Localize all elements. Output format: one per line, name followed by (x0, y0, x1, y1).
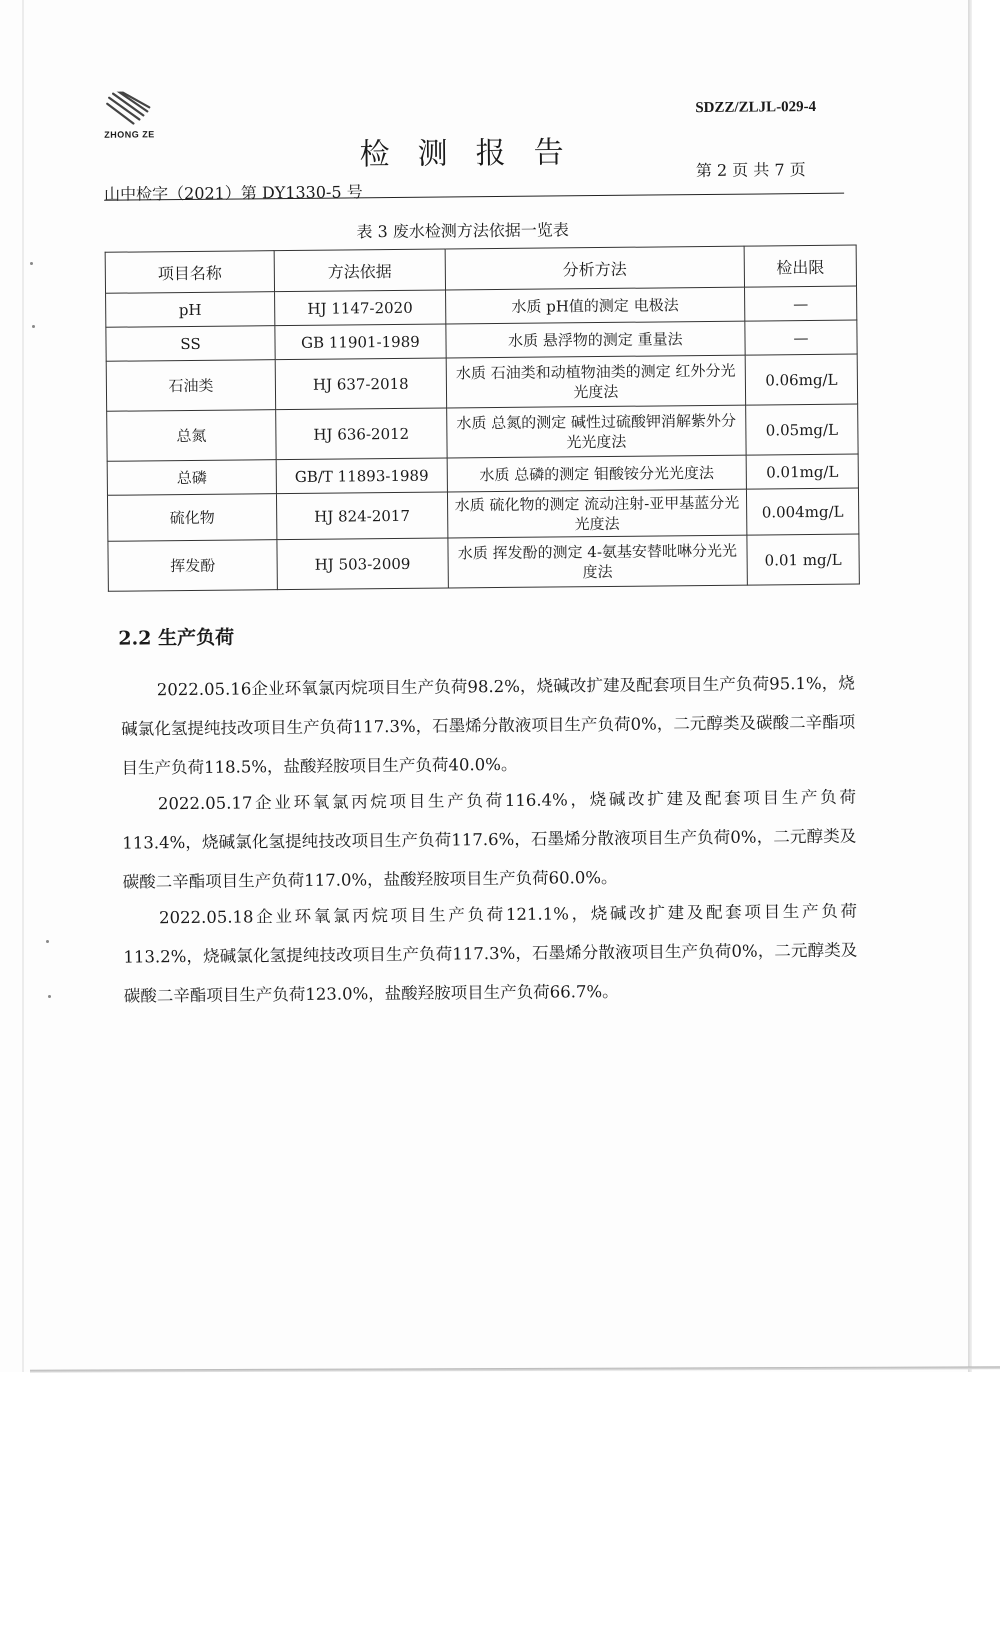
cell-item: pH (106, 292, 275, 328)
cell-method: 水质 石油类和动植物油类的测定 红外分光光度法 (446, 355, 746, 408)
cell-limit: 0.004mg/L (746, 488, 858, 535)
document-code: SDZZ/ZLJL-029-4 (695, 98, 817, 117)
header-item-name: 项目名称 (105, 251, 274, 294)
table-row (107, 488, 858, 541)
cell-item: 挥发酚 (108, 540, 278, 592)
header-analysis-method: 分析方法 (445, 246, 745, 290)
scan-speck (30, 262, 33, 265)
cell-method: 水质 pH值的测定 电极法 (445, 287, 745, 324)
cell-limit: — (745, 286, 857, 321)
cell-basis: GB 11901-1989 (275, 324, 446, 360)
table-row (106, 354, 857, 411)
cell-basis: HJ 1147-2020 (275, 290, 446, 326)
cell-method: 水质 总氮的测定 碱性过硫酸钾消解紫外分光光度法 (446, 405, 746, 458)
methods-table (105, 245, 860, 592)
cell-limit: — (745, 320, 857, 355)
page-info: 第 2 页 共 7 页 (695, 160, 806, 181)
logo-stripes-icon (99, 91, 159, 132)
table-row (108, 534, 859, 591)
production-load-paragraph: 2022.05.17企业环氧氯丙烷项目生产负荷116.4%，烧碱改扩建及配套项目生产负荷113.4%，烧碱氯化氢提纯技改项目生产负荷117.6%，石墨烯分散液项目生产负荷0%，二元醇类及碳酸二辛酯项目生产负荷117.0%，盐酸羟胺项目生产负荷60.0%。 (122, 787, 857, 892)
table-header-row (105, 245, 856, 293)
scan-speck (46, 940, 49, 943)
cell-item: 总氮 (107, 410, 277, 462)
cell-item: 石油类 (106, 360, 276, 412)
cell-limit: 0.01mg/L (746, 454, 858, 489)
cell-basis: HJ 503-2009 (277, 538, 448, 590)
cell-method: 水质 硫化物的测定 流动注射-亚甲基蓝分光光度法 (447, 489, 747, 538)
cell-item: 硫化物 (107, 494, 276, 542)
scan-speck (32, 325, 35, 328)
production-load-paragraph: 2022.05.18企业环氧氯丙烷项目生产负荷121.1%，烧碱改扩建及配套项目生产负荷113.2%，烧碱氯化氢提纯技改项目生产负荷117.3%，石墨烯分散液项目生产负荷0%，二元醇类及碳酸二辛酯项目生产负荷123.0%，盐酸羟胺项目生产负荷66.7%。 (123, 901, 858, 1006)
cell-limit: 0.06mg/L (745, 354, 857, 405)
header-method-basis: 方法依据 (274, 249, 445, 292)
scan-speck (48, 995, 51, 998)
cell-basis: GB/T 11893-1989 (276, 458, 447, 494)
cell-method: 水质 总磷的测定 钼酸铵分光光度法 (447, 455, 747, 492)
table-caption: 表 3 废水检测方法依据一览表 (356, 220, 569, 242)
section-heading: 2.2 生产负荷 (118, 626, 235, 650)
cell-method: 水质 挥发酚的测定 4-氨基安替吡啉分光光度法 (448, 535, 748, 588)
cell-method: 水质 悬浮物的测定 重量法 (446, 321, 746, 358)
cell-basis: HJ 824-2017 (277, 492, 448, 540)
logo-text: ZHONG ZE (104, 129, 155, 140)
production-load-paragraph: 2022.05.16企业环氧氯丙烷项目生产负荷98.2%，烧碱改扩建及配套项目生产负荷95.1%，烧碱氯化氢提纯技改项目生产负荷117.3%，石墨烯分散液项目生产负荷0%，二元醇类及碳酸二辛酯项目生产负荷118.5%，盐酸羟胺项目生产负荷40.0%。 (121, 673, 856, 778)
cell-basis: HJ 637-2018 (275, 358, 446, 410)
report-title: 检测报告 (359, 135, 592, 173)
cell-limit: 0.05mg/L (746, 404, 858, 455)
cell-item: 总磷 (107, 460, 276, 496)
table-row (107, 404, 858, 461)
header-detection-limit: 检出限 (744, 245, 856, 287)
company-logo (99, 91, 159, 144)
cell-item: SS (106, 326, 275, 362)
cell-basis: HJ 636-2012 (276, 408, 447, 460)
cell-limit: 0.01 mg/L (747, 534, 859, 585)
report-number: 山中检字（2021）第 DY1330-5 号 (103, 182, 363, 204)
